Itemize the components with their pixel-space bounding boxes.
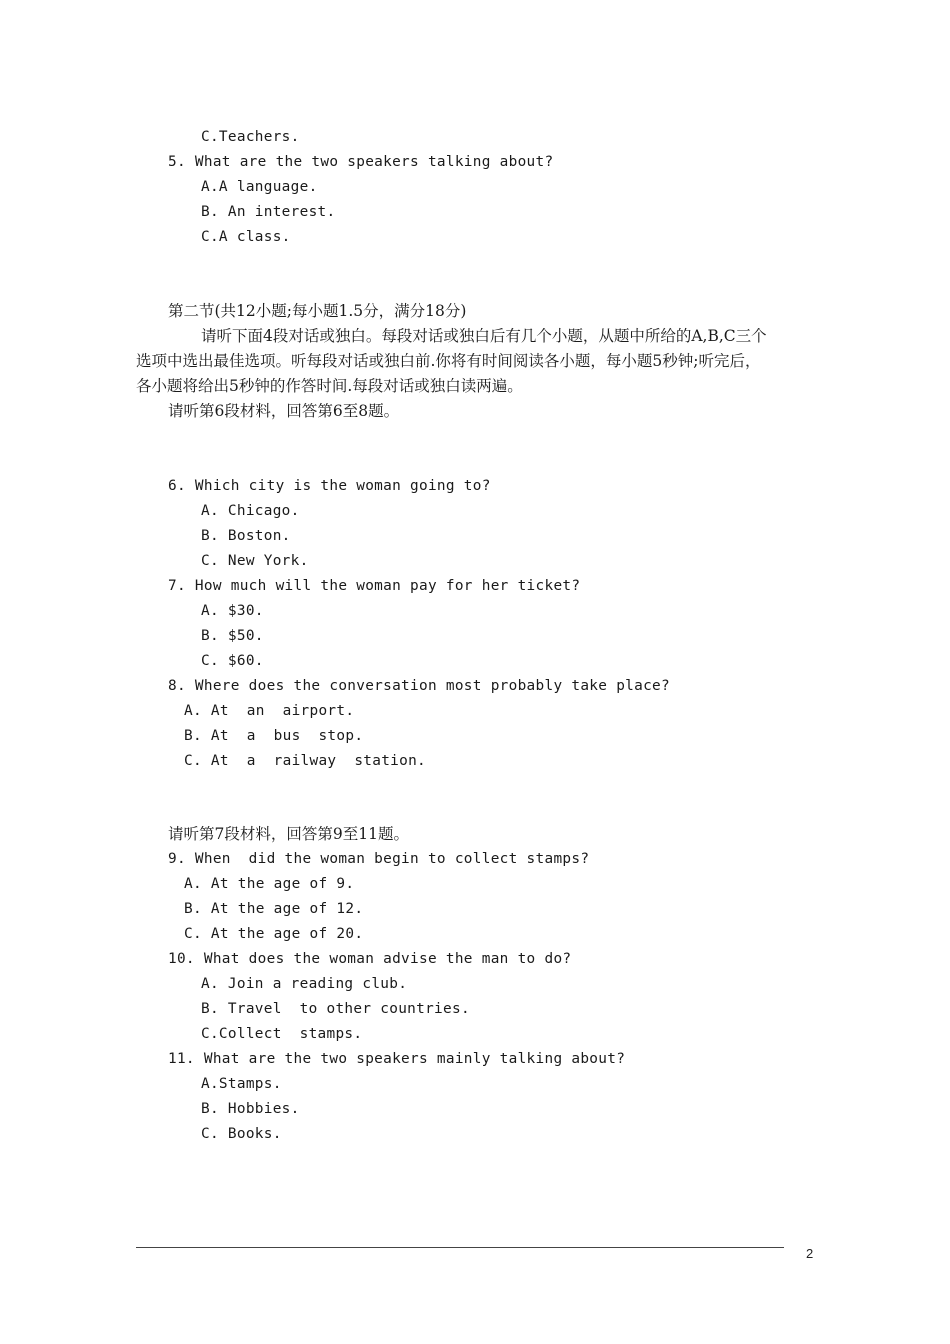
q5-option-c: C.A class. [201, 229, 291, 245]
q6-stem: 6. Which city is the woman going to? [168, 478, 491, 494]
material-7-instruction: 请听第7段材料，回答第9至11题。 [168, 825, 409, 843]
q6-option-c: C. New York. [201, 553, 309, 569]
q5-option-b: B. An interest. [201, 204, 336, 220]
q8-option-c: C. At a railway station. [184, 753, 427, 769]
q6-option-a: A. Chicago. [201, 503, 300, 519]
q11-option-c: C. Books. [201, 1126, 282, 1142]
section2-instruction-line3: 各小题将给出5秒钟的作答时间.每段对话或独白读两遍。 [136, 377, 523, 395]
q9-stem: 9. When did the woman begin to collect stamps? [168, 851, 590, 867]
q10-option-a: A. Join a reading club. [201, 976, 408, 992]
q9-option-b: B. At the age of 12. [184, 901, 364, 917]
q10-stem: 10. What does the woman advise the man to do? [168, 951, 572, 967]
q7-option-b: B. $50. [201, 628, 264, 644]
q6-option-b: B. Boston. [201, 528, 291, 544]
q9-option-a: A. At the age of 9. [184, 876, 355, 892]
q10-option-c: C.Collect stamps. [201, 1026, 363, 1042]
q5-option-a: A.A language. [201, 179, 318, 195]
footer-rule [136, 1247, 784, 1248]
q10-option-b: B. Travel to other countries. [201, 1001, 470, 1017]
q7-stem: 7. How much will the woman pay for her ticket? [168, 578, 581, 594]
q7-option-a: A. $30. [201, 603, 264, 619]
q4-option-c: C.Teachers. [201, 129, 300, 145]
q11-option-a: A.Stamps. [201, 1076, 282, 1092]
q7-option-c: C. $60. [201, 653, 264, 669]
material-6-instruction: 请听第6段材料，回答第6至8题。 [168, 402, 400, 420]
q9-option-c: C. At the age of 20. [184, 926, 364, 942]
section2-instruction-line1: 请听下面4段对话或独白。每段对话或独白后有几个小题，从题中所给的A,B,C三个 [201, 327, 767, 345]
section2-heading: 第二节(共12小题;每小题1.5分，满分18分) [168, 302, 467, 320]
q8-option-b: B. At a bus stop. [184, 728, 364, 744]
q8-option-a: A. At an airport. [184, 703, 355, 719]
q11-stem: 11. What are the two speakers mainly talking about? [168, 1051, 626, 1067]
q5-stem: 5. What are the two speakers talking about? [168, 154, 554, 170]
section2-instruction-line2: 选项中选出最佳选项。听每段对话或独白前.你将有时间阅读各小题，每小题5秒钟;听完后， [136, 352, 761, 370]
q8-stem: 8. Where does the conversation most probably take place? [168, 678, 670, 694]
page-number: 2 [806, 1246, 814, 1261]
q11-option-b: B. Hobbies. [201, 1101, 300, 1117]
